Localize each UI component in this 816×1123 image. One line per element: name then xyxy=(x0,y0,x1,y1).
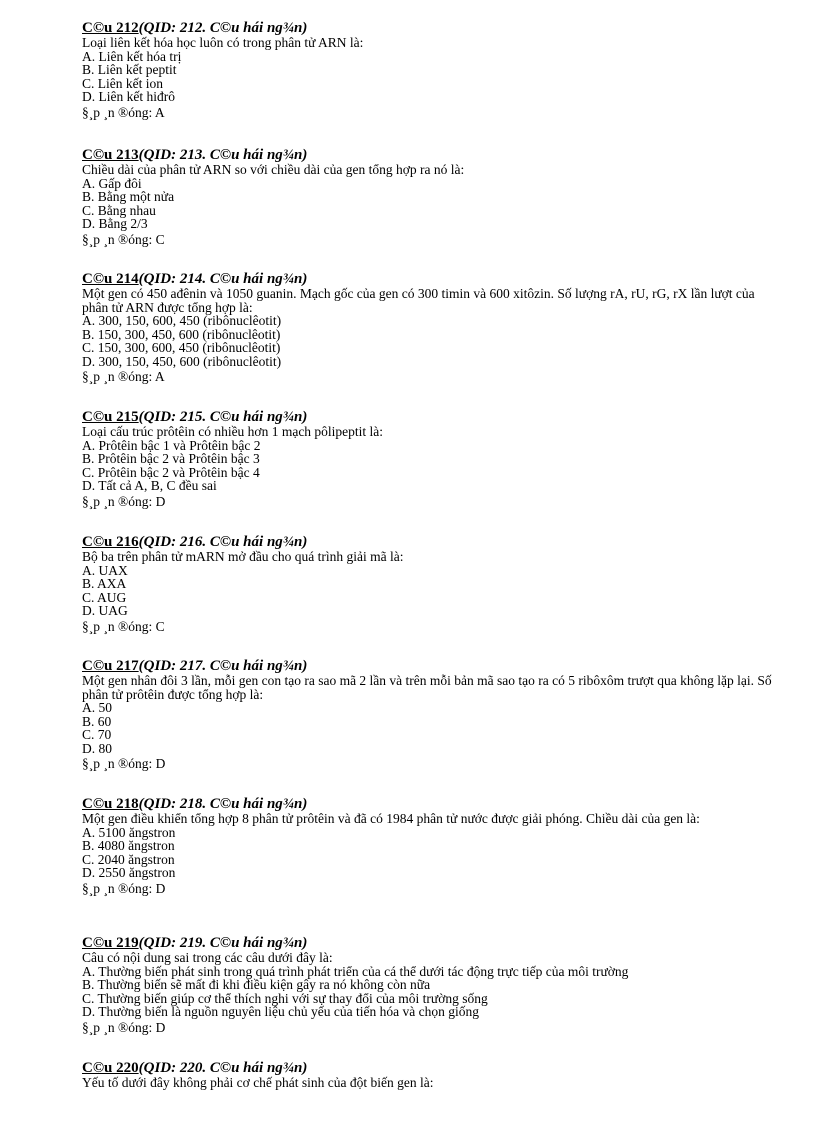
question-meta: (QID: 220. C©u hái ng¾n) xyxy=(138,1060,308,1076)
correct-answer: §¸p ¸n ®óng: A xyxy=(82,104,165,120)
question-meta: (QID: 214. C©u hái ng¾n) xyxy=(138,271,308,287)
question-label: C©u 214 xyxy=(82,271,139,287)
option-d: D. Tất cả A, B, C đều sai xyxy=(82,478,217,493)
question-text: Một gen có 450 ađênin và 1050 guanin. Mạch gốc của gen có 300 timin và 600 xitôzin. Số lượng rA, rU, rG, rX lần lượt của phân tử ARN được tổng hợp là: xyxy=(82,286,755,315)
question-text: Chiều dài của phân tử ARN so với chiều dài của gen tổng hợp ra nó là: xyxy=(82,162,465,177)
question-meta: (QID: 217. C©u hái ng¾n) xyxy=(138,658,308,674)
question-heading xyxy=(82,409,383,425)
question-heading xyxy=(82,534,404,550)
question-214 xyxy=(82,271,782,384)
correct-answer: §¸p ¸n ®óng: D xyxy=(82,880,166,896)
option-a: A. 300, 150, 600, 450 (ribônuclêotit) xyxy=(82,313,282,328)
question-text: Bộ ba trên phân tử mARN mở đầu cho quá trình giải mã là: xyxy=(82,549,404,564)
question-216 xyxy=(82,534,404,633)
question-label: C©u 213 xyxy=(82,147,139,163)
option-d: D. Thường biến là nguồn nguyên liệu chủ yếu của tiến hóa và chọn giống xyxy=(82,1004,479,1019)
question-text: Câu có nội dung sai trong các câu dưới đây là: xyxy=(82,950,333,965)
option-d: D. 300, 150, 450, 600 (ribônuclêotit) xyxy=(82,353,282,369)
option-c: C. Thường biến giúp cơ thể thích nghi với sự thay đổi của môi trường sống xyxy=(82,990,488,1006)
option-a: A. 50 xyxy=(82,700,112,715)
question-heading xyxy=(82,20,363,36)
correct-answer: §¸p ¸n ®óng: D xyxy=(82,756,166,771)
option-a: A. Thường biến phát sinh trong quá trình phát triển của cá thể dưới tác động trực tiếp của môi trường xyxy=(82,963,629,979)
option-b: B. 60 xyxy=(82,713,112,729)
option-a: A. Gấp đôi xyxy=(82,175,142,191)
option-a: A. 5100 ăngstron xyxy=(82,824,176,840)
question-label: C©u 212 xyxy=(82,20,139,36)
option-a: A. Prôtêin bậc 1 và Prôtêin bậc 2 xyxy=(82,437,261,453)
option-b: B. Bằng một nửa xyxy=(82,189,175,204)
question-212 xyxy=(82,20,363,119)
option-c: C. 2040 ăngstron xyxy=(82,851,175,867)
question-219 xyxy=(82,935,628,1034)
option-b: B. Prôtêin bậc 2 và Prôtêin bậc 3 xyxy=(82,451,260,466)
question-label: C©u 219 xyxy=(82,935,139,951)
question-label: C©u 218 xyxy=(82,796,139,812)
question-heading xyxy=(82,271,782,287)
question-heading xyxy=(82,935,628,951)
question-meta: (QID: 216. C©u hái ng¾n) xyxy=(138,534,308,550)
option-b: B. AXA xyxy=(82,576,127,591)
correct-answer: §¸p ¸n ®óng: C xyxy=(82,231,165,247)
question-heading xyxy=(82,1060,434,1076)
question-text: Loại cấu trúc prôtêin có nhiều hơn 1 mạch pôlipeptit là: xyxy=(82,424,384,439)
option-d: D. 80 xyxy=(82,740,112,756)
question-meta: (QID: 218. C©u hái ng¾n) xyxy=(138,796,308,812)
question-label: C©u 220 xyxy=(82,1060,139,1076)
option-c: C. 150, 300, 600, 450 (ribônuclêotit) xyxy=(82,340,281,355)
option-a: A. UAX xyxy=(82,562,128,578)
option-b: B. Thường biến sẽ mất đi khi điều kiện gây ra nó không còn nữa xyxy=(82,977,431,992)
correct-answer: §¸p ¸n ®óng: D xyxy=(82,1019,166,1035)
option-d: D. Bằng 2/3 xyxy=(82,216,148,231)
option-d: D. Liên kết hiđrô xyxy=(82,89,175,104)
option-c: C. Prôtêin bậc 2 và Prôtêin bậc 4 xyxy=(82,464,260,480)
correct-answer: §¸p ¸n ®óng: C xyxy=(82,618,165,634)
option-a: A. Liên kết hóa trị xyxy=(82,48,182,64)
option-c: C. Bằng nhau xyxy=(82,202,156,218)
option-b: B. 150, 300, 450, 600 (ribônuclêotit) xyxy=(82,326,281,342)
question-220 xyxy=(82,1060,434,1090)
question-label: C©u 216 xyxy=(82,534,139,550)
option-c: C. AUG xyxy=(82,589,127,605)
question-heading xyxy=(82,147,464,163)
question-heading xyxy=(82,796,700,812)
question-213 xyxy=(82,147,464,246)
question-text: Một gen điều khiển tổng hợp 8 phân tử prôtêin và đã có 1984 phân tử nước được giải phóng. Chiều dài của gen là: xyxy=(82,811,700,826)
option-d: D. 2550 ăngstron xyxy=(82,865,176,880)
question-meta: (QID: 219. C©u hái ng¾n) xyxy=(138,935,308,951)
question-meta: (QID: 215. C©u hái ng¾n) xyxy=(138,409,308,425)
option-c: C. Liên kết ion xyxy=(82,75,163,91)
question-217 xyxy=(82,658,782,771)
option-d: D. UAG xyxy=(82,603,128,618)
question-215 xyxy=(82,409,383,508)
question-text: Một gen nhân đôi 3 lần, mỗi gen con tạo ra sao mã 2 lần và trên mỗi bản mã sao tạo ra có 5 ribôxôm trượt qua không lặp lại. Số phân tử prôtêin được tổng hợp là: xyxy=(82,673,772,702)
option-c: C. 70 xyxy=(82,727,112,742)
question-label: C©u 215 xyxy=(82,409,139,425)
question-meta: (QID: 213. C©u hái ng¾n) xyxy=(138,147,308,163)
question-text: Yếu tố dưới đây không phải cơ chế phát sinh của đột biến gen là: xyxy=(82,1075,434,1090)
question-label: C©u 217 xyxy=(82,658,139,674)
correct-answer: §¸p ¸n ®óng: A xyxy=(82,369,165,384)
option-b: B. Liên kết peptit xyxy=(82,62,177,77)
question-text: Loại liên kết hóa học luôn có trong phân tử ARN là: xyxy=(82,35,364,50)
correct-answer: §¸p ¸n ®óng: D xyxy=(82,493,166,509)
option-b: B. 4080 ăngstron xyxy=(82,838,175,853)
question-meta: (QID: 212. C©u hái ng¾n) xyxy=(138,20,308,36)
question-218 xyxy=(82,796,700,895)
question-heading xyxy=(82,658,782,674)
